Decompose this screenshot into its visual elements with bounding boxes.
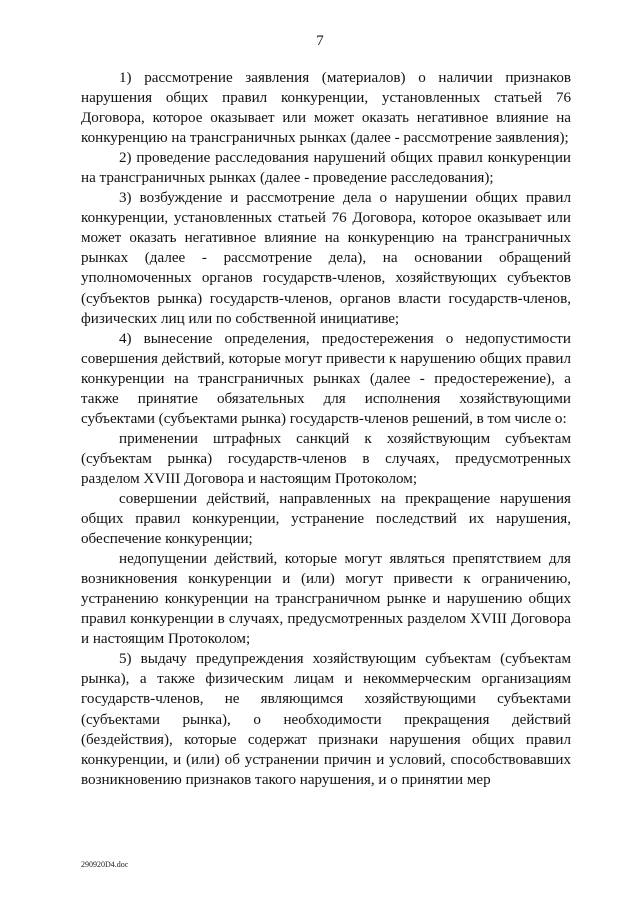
paragraph-subitem-prevention: недопущении действий, которые могут являться препятствием для возникновения конкуренции и (или) могут привести к ограничению, устранению конкуренции на трансграничном рынке и нарушению общих правил конкуренции в случаях, предусмотренных разделом XVIII Договора и настоящим Протоколом;: [81, 551, 571, 648]
paragraph-item-3: 3) возбуждение и рассмотрение дела о нарушении общих правил конкуренции, установленных статьей 76 Договора, которое оказывает или может оказать негативное влияние на конкуренцию на трансграничных рынках (далее - рассмотрение дела), на основании обращений уполномоченных органов государств-членов, хозяйствующих субъектов (субъектов рынка) государств-членов, органов власти государств-членов, физических лиц или по собственной инициативе;: [81, 190, 571, 327]
footer-filename: 290920D4.doc: [81, 860, 129, 869]
paragraph-item-1: 1) рассмотрение заявления (материалов) о наличии признаков нарушения общих правил конкуренции, установленных статьей 76 Договора, которое оказывает или может оказать негативное влияние на конкуренцию на трансграничных рынках (далее - рассмотрение заявления);: [81, 70, 571, 147]
page-number: 7: [316, 33, 324, 49]
paragraph-item-2: 2) проведение расследования нарушений общих правил конкуренции на трансграничных рынках (далее - проведение расследования);: [81, 150, 571, 187]
paragraph-item-4: 4) вынесение определения, предостережения о недопустимости совершения действий, которые могут привести к нарушению общих правил конкуренции на трансграничных рынках (далее - предостережение), а также принятие обязательных для исполнения хозяйствующими субъектами (субъектами рынка) государств-членов решений, в том числе о:: [81, 330, 571, 427]
document-body: [81, 68, 571, 790]
paragraph-item-5: 5) выдачу предупреждения хозяйствующим субъектам (субъектам рынка), а также физическим лицам и некоммерческим организациям государств-членов, не являющимся хозяйствующими субъектами (субъектами рынка), о необходимости прекращения действий (бездействия), которые содержат признаки нарушения общих правил конкуренции, и (или) об устранении причин и условий, способствовавших возникновению признаков такого нарушения, и о принятии мер: [81, 651, 571, 788]
paragraph-subitem-actions: совершении действий, направленных на прекращение нарушения общих правил конкуренции, устранение последствий их нарушения, обеспечение конкуренции;: [81, 490, 571, 548]
paragraph-subitem-penalties: применении штрафных санкций к хозяйствующим субъектам (субъектам рынка) государств-членов в случаях, предусмотренных разделом XVIII Договора и настоящим Протоколом;: [81, 430, 571, 487]
